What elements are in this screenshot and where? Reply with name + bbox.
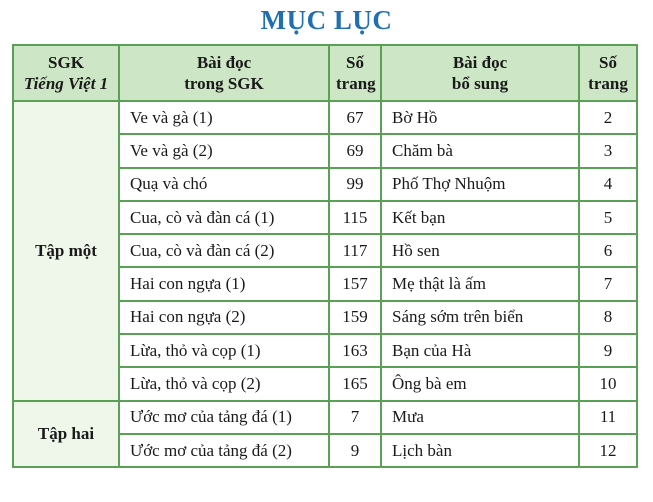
header-extra-page-line2: trang bbox=[588, 74, 628, 93]
extra-page-cell: 5 bbox=[579, 201, 637, 234]
sgk-page-cell: 165 bbox=[329, 367, 381, 400]
sgk-title-cell: Lừa, thỏ và cọp (1) bbox=[119, 334, 329, 367]
sgk-title-cell: Hai con ngựa (2) bbox=[119, 301, 329, 334]
sgk-title-cell: Ước mơ của tảng đá (2) bbox=[119, 434, 329, 467]
header-sgk bbox=[13, 45, 119, 101]
sgk-page-cell: 99 bbox=[329, 168, 381, 201]
sgk-title-cell: Hai con ngựa (1) bbox=[119, 267, 329, 300]
extra-page-cell: 4 bbox=[579, 168, 637, 201]
sgk-title-cell: Quạ và chó bbox=[119, 168, 329, 201]
page-title: MỤC LỤC bbox=[260, 5, 393, 35]
sgk-page-cell: 67 bbox=[329, 101, 381, 134]
group-label: Tập hai bbox=[13, 401, 119, 468]
sgk-page-cell: 163 bbox=[329, 334, 381, 367]
header-extra-page-line1: Số bbox=[599, 53, 617, 72]
extra-title-cell: Bạn của Hà bbox=[381, 334, 579, 367]
extra-title-cell: Bờ Hồ bbox=[381, 101, 579, 134]
sgk-page-cell: 9 bbox=[329, 434, 381, 467]
extra-page-cell: 11 bbox=[579, 401, 637, 434]
header-extra-page bbox=[579, 45, 637, 101]
extra-title-cell: Hồ sen bbox=[381, 234, 579, 267]
sgk-page-cell: 7 bbox=[329, 401, 381, 434]
header-sgk-reading-line2: trong SGK bbox=[184, 74, 264, 93]
header-sgk-page-line2: trang bbox=[336, 74, 376, 93]
extra-title-cell: Lịch bàn bbox=[381, 434, 579, 467]
header-sgk-page-line1: Số bbox=[346, 53, 364, 72]
extra-page-cell: 9 bbox=[579, 334, 637, 367]
sgk-title-cell: Cua, cò và đàn cá (1) bbox=[119, 201, 329, 234]
table-row bbox=[13, 101, 637, 134]
table-header-row bbox=[13, 45, 637, 101]
extra-page-cell: 7 bbox=[579, 267, 637, 300]
contents-table bbox=[12, 44, 638, 468]
header-extra-reading bbox=[381, 45, 579, 101]
extra-title-cell: Kết bạn bbox=[381, 201, 579, 234]
group-label: Tập một bbox=[13, 101, 119, 401]
header-extra-reading-line1: Bài đọc bbox=[452, 53, 508, 72]
extra-title-cell: Chăm bà bbox=[381, 134, 579, 167]
sgk-title-cell: Ước mơ của tảng đá (1) bbox=[119, 401, 329, 434]
sgk-title-cell: Cua, cò và đàn cá (2) bbox=[119, 234, 329, 267]
extra-page-cell: 8 bbox=[579, 301, 637, 334]
header-sgk-reading-line1: Bài đọc bbox=[196, 53, 252, 72]
sgk-title-cell: Ve và gà (2) bbox=[119, 134, 329, 167]
header-sgk-reading bbox=[119, 45, 329, 101]
extra-page-cell: 2 bbox=[579, 101, 637, 134]
extra-page-cell: 3 bbox=[579, 134, 637, 167]
header-sgk-page bbox=[329, 45, 381, 101]
sgk-title-cell: Ve và gà (1) bbox=[119, 101, 329, 134]
sgk-page-cell: 157 bbox=[329, 267, 381, 300]
extra-page-cell: 12 bbox=[579, 434, 637, 467]
header-sgk-line1: SGK bbox=[48, 53, 84, 72]
sgk-page-cell: 69 bbox=[329, 134, 381, 167]
extra-title-cell: Phố Thợ Nhuộm bbox=[381, 168, 579, 201]
sgk-page-cell: 117 bbox=[329, 234, 381, 267]
table-row bbox=[13, 401, 637, 434]
extra-page-cell: 10 bbox=[579, 367, 637, 400]
header-extra-reading-line2: bổ sung bbox=[451, 74, 509, 93]
extra-title-cell: Sáng sớm trên biển bbox=[381, 301, 579, 334]
header-sgk-line2: Tiếng Việt 1 bbox=[23, 74, 109, 93]
sgk-page-cell: 159 bbox=[329, 301, 381, 334]
extra-title-cell: Mẹ thật là ấm bbox=[381, 267, 579, 300]
extra-title-cell: Mưa bbox=[381, 401, 579, 434]
extra-title-cell: Ông bà em bbox=[381, 367, 579, 400]
sgk-title-cell: Lừa, thỏ và cọp (2) bbox=[119, 367, 329, 400]
sgk-page-cell: 115 bbox=[329, 201, 381, 234]
extra-page-cell: 6 bbox=[579, 234, 637, 267]
